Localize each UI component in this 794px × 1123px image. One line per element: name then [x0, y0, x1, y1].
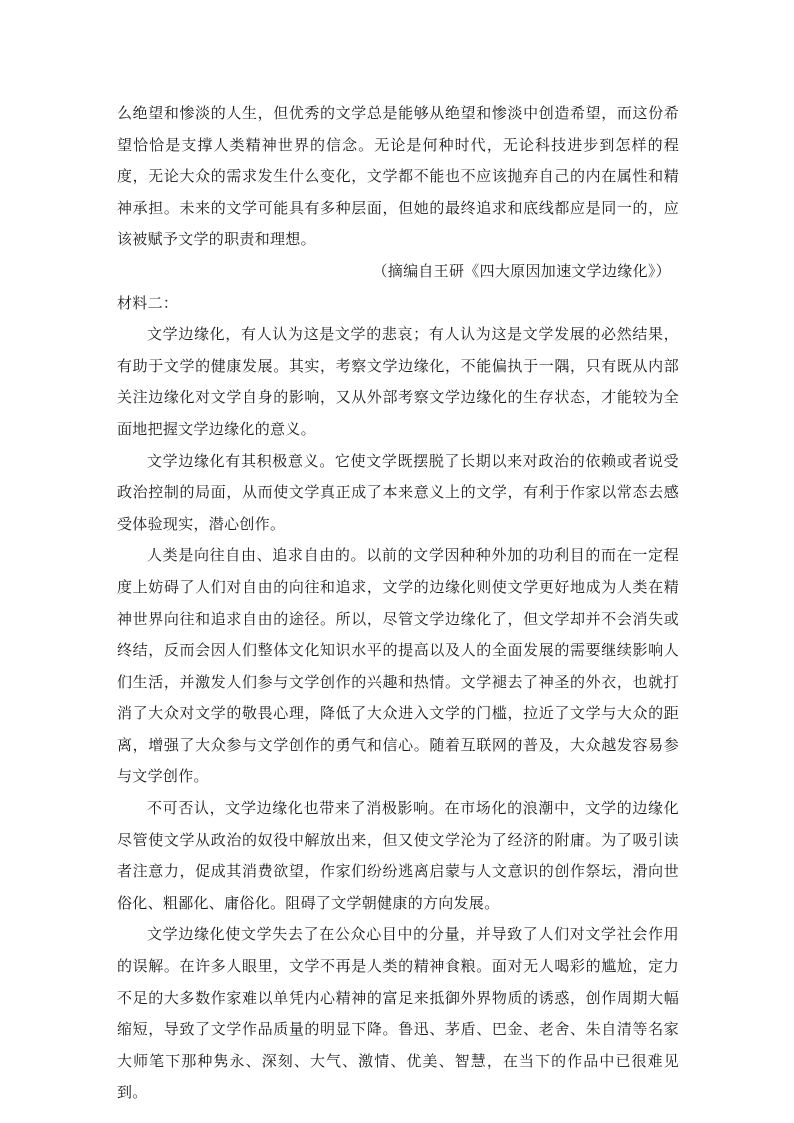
body-paragraph: 人类是向往自由、追求自由的。以前的文学因种种外加的功利目的而在一定程度上妨碍了人们对自由的向往和追求，文学的边缘化则使文学更好地成为人类在精神世界向往和追求自由的途径。所以，尽管文学边缘化了，但文学却并不会消失或终结，反而会因人们整体文化知识水平的提高以及人的全面发展的需要继续影响人们生活，并激发人们参与文学创作的兴趣和热情。文学褪去了神圣的外衣，也就打消了大众对文学的敬畏心理，降低了大众进入文学的门槛，拉近了文学与大众的距离，增强了大众参与文学创作的勇气和信心。随着互联网的普及，大众越发容易参与文学创作。 [117, 546, 679, 786]
document-page [117, 98, 679, 1109]
body-paragraph: 不可否认，文学边缘化也带来了消极影响。在市场化的浪潮中，文学的边缘化尽管使文学从政治的奴役中解放出来，但又使文学沦为了经济的附庸。为了吸引读者注意力，促成其消费欲望，作家们纷纷逃离启蒙与人文意识的创作祭坛，滑向世俗化、粗鄙化、庸俗化。阻碍了文学朝健康的方向发展。 [117, 799, 679, 912]
source-citation: （摘编自王研《四大原因加速文学边缘化》） [372, 261, 671, 280]
body-paragraph: 文学边缘化，有人认为这是文学的悲哀；有人认为这是文学发展的必然结果，有助于文学的健康发展。其实，考察文学边缘化，不能偏执于一隅，只有既从内部关注边缘化对文学自身的影响，又从外部考察文学边缘化的生存状态，才能较为全面地把握文学边缘化的意义。 [117, 325, 679, 438]
body-paragraph: 文学边缘化使文学失去了在公众心目中的分量，并导致了人们对文学社会作用的误解。在许多人眼里，文学不再是人类的精神食粮。面对无人喝彩的尴尬，定力不足的大多数作家难以单凭内心精神的富足来抵御外界物质的诱惑，创作周期大幅缩短，导致了文学作品质量的明显下降。鲁迅、茅盾、巴金、老舍、朱自清等名家大师笔下那种隽永、深刻、大气、激情、优美、智慧，在当下的作品中已很难见到。 [117, 925, 679, 1102]
material-two-heading: 材料二： [117, 293, 179, 312]
material-one-tail-paragraph: 么绝望和惨淡的人生，但优秀的文学总是能够从绝望和惨淡中创造希望，而这份希望恰恰是支撑人类精神世界的信念。无论是何种时代，无论科技进步到怎样的程度，无论大众的需求发生什么变化，文学都不能也不应该抛弃自己的内在属性和精神承担。未来的文学可能具有多种层面，但她的最终追求和底线都应是同一的，应该被赋予文学的职责和理想。 [117, 104, 679, 249]
body-paragraph: 文学边缘化有其积极意义。它使文学既摆脱了长期以来对政治的依赖或者说受政治控制的局面，从而使文学真正成了本来意义上的文学，有利于作家以常态去感受体验现实，潜心创作。 [117, 451, 679, 533]
